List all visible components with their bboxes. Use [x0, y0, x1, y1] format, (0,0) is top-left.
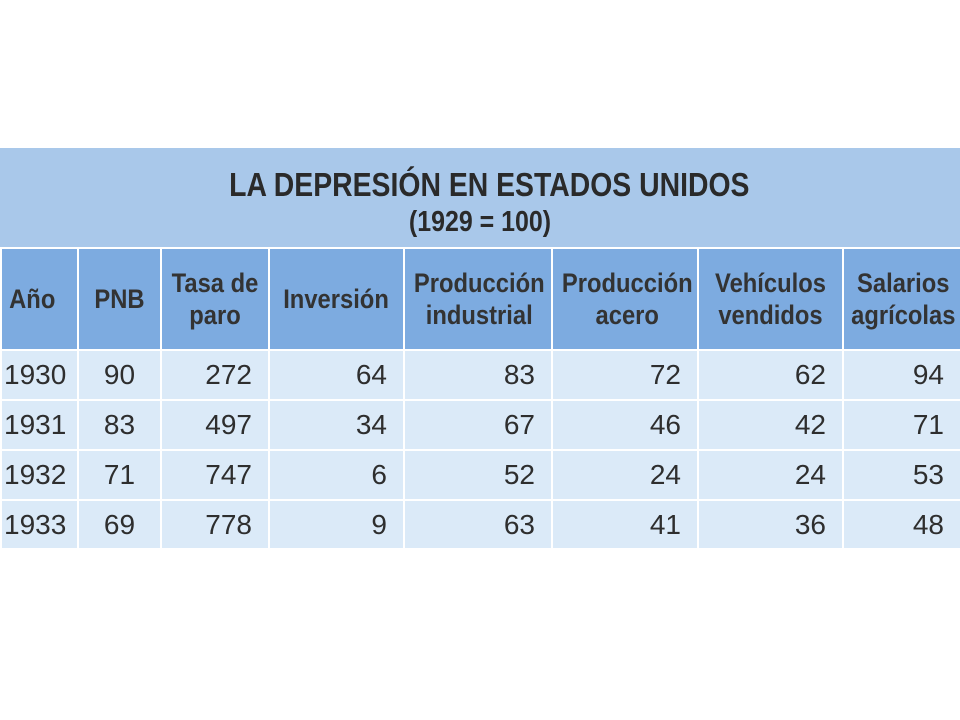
cell-vehicles-sold: 42 [698, 400, 843, 450]
column-header-investment: Inversión [269, 248, 404, 350]
depression-table [0, 247, 960, 551]
cell-investment: 64 [269, 350, 404, 400]
column-header-industrial-production: Producción industrial [404, 248, 552, 350]
cell-industrial-production: 52 [404, 450, 552, 500]
header-row [1, 248, 960, 350]
column-header-steel-production: Producción acero [552, 248, 698, 350]
cell-pnb: 71 [78, 450, 161, 500]
cell-unemployment: 272 [161, 350, 269, 400]
cell-industrial-production: 83 [404, 350, 552, 400]
cell-year: 1930 [1, 350, 78, 400]
cell-farm-wages: 94 [843, 350, 960, 400]
cell-industrial-production: 67 [404, 400, 552, 450]
column-header-farm-wages: Salarios agrícolas [843, 248, 960, 350]
cell-year: 1933 [1, 500, 78, 550]
table-row [1, 450, 960, 500]
data-figure [0, 148, 960, 548]
cell-vehicles-sold: 36 [698, 500, 843, 550]
cell-steel-production: 24 [552, 450, 698, 500]
cell-farm-wages: 71 [843, 400, 960, 450]
cell-pnb: 69 [78, 500, 161, 550]
table-row [1, 350, 960, 400]
table-row [1, 400, 960, 450]
cell-farm-wages: 48 [843, 500, 960, 550]
cell-vehicles-sold: 62 [698, 350, 843, 400]
cell-unemployment: 778 [161, 500, 269, 550]
column-header-vehicles-sold: Vehículos vendidos [698, 248, 843, 350]
cell-unemployment: 497 [161, 400, 269, 450]
cell-investment: 9 [269, 500, 404, 550]
table-subtitle: (1929 = 100) [408, 206, 552, 238]
column-header-unemployment: Tasa de paro [161, 248, 269, 350]
cell-steel-production: 72 [552, 350, 698, 400]
cell-industrial-production: 63 [404, 500, 552, 550]
cell-year: 1931 [1, 400, 78, 450]
cell-steel-production: 46 [552, 400, 698, 450]
cell-pnb: 83 [78, 400, 161, 450]
table-title: LA DEPRESIÓN EN ESTADOS UNIDOS [229, 166, 750, 203]
cell-vehicles-sold: 24 [698, 450, 843, 500]
title-band [0, 148, 960, 247]
table-row [1, 500, 960, 550]
column-header-year: Año [1, 248, 78, 350]
cell-unemployment: 747 [161, 450, 269, 500]
cell-year: 1932 [1, 450, 78, 500]
column-header-pnb: PNB [78, 248, 161, 350]
cell-steel-production: 41 [552, 500, 698, 550]
cell-investment: 34 [269, 400, 404, 450]
cell-pnb: 90 [78, 350, 161, 400]
cell-investment: 6 [269, 450, 404, 500]
cell-farm-wages: 53 [843, 450, 960, 500]
